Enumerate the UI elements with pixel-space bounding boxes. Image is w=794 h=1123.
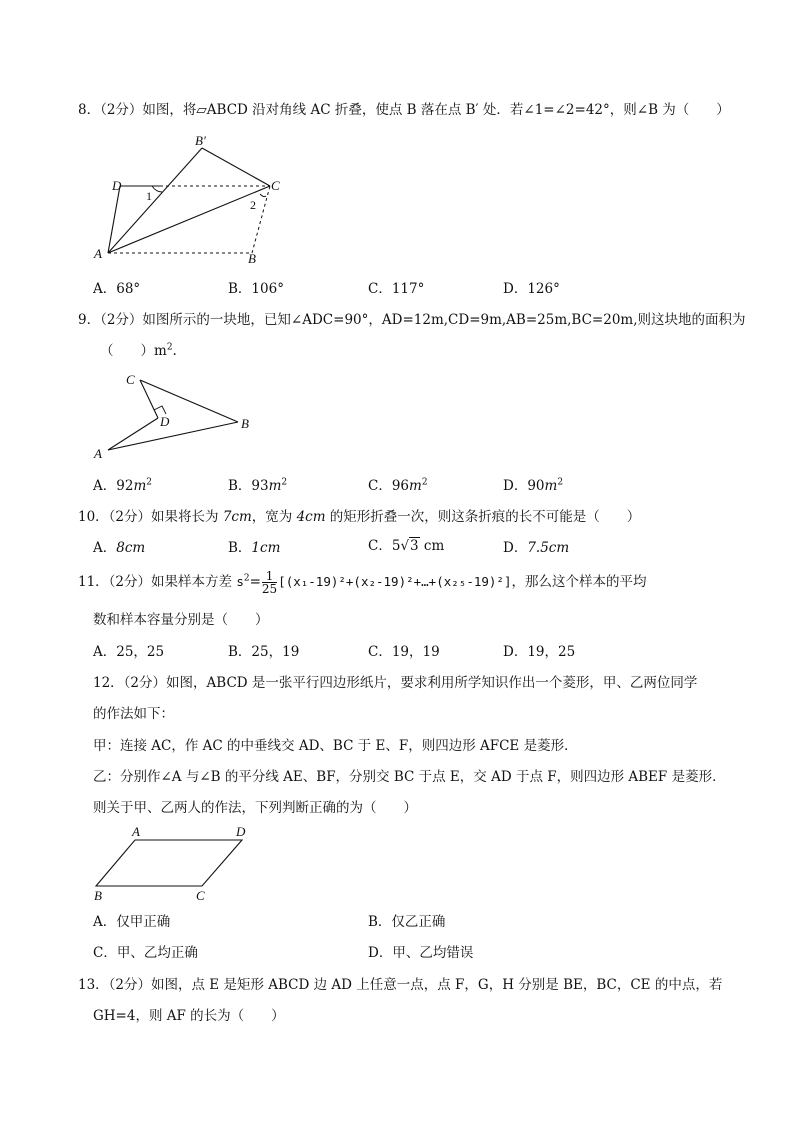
q13-stem: 13．（2分）如图，点 E 是矩形 ABCD 边 AD 上任意一点，点 F，G，H 分别是 BE，BC，CE 的中点，若 (78, 977, 723, 993)
q12-figure (90, 822, 260, 902)
q8-label-c: C (271, 178, 280, 193)
q12-question: 则关于甲、乙两人的作法，下列判断正确的为（ ） (93, 800, 417, 816)
q13-stem-line2: GH=4，则 AF 的长为（ ） (93, 1008, 285, 1024)
q12-label-b: B (94, 888, 102, 903)
sqrt-sign: √ (400, 538, 410, 554)
q11-fraction: $\frac{1}{25}$ (261, 569, 278, 596)
q11-option-b[interactable]: B．25，19 (228, 644, 300, 660)
q10-option-b[interactable]: B．1cm (228, 540, 281, 556)
q8-option-a[interactable]: A．68° (93, 281, 141, 297)
q12-method-yi: 乙：分别作∠A 与∠B 的平分线 AE、BF，分别交 BC 于点 E，交 AD 于点 F，则四边形 ABEF 是菱形． (93, 769, 726, 785)
q9-label-d: D (160, 414, 170, 429)
q8-label-b: B (248, 251, 256, 266)
q9-label-c: C (126, 372, 135, 387)
q8-stem: 8．（2分）如图，将▱ABCD 沿对角线 AC 折叠，使点 B 落在点 B′ 处．若∠1=∠2=42°，则∠B 为（ ） (78, 102, 730, 118)
q12-option-b[interactable]: B．仅乙正确 (368, 914, 446, 930)
q11-option-c[interactable]: C．19，19 (368, 644, 440, 660)
q10-option-a[interactable]: A．8cm (93, 540, 146, 556)
q9-option-c[interactable]: C．$96m^2$ (368, 477, 428, 494)
q8-label-bprime: B′ (195, 133, 206, 148)
q10-option-d[interactable]: D．7.5cm (503, 540, 570, 556)
q12-option-a[interactable]: A．仅甲正确 (93, 914, 171, 930)
q12-method-jia: 甲：连接 AC，作 AC 的中垂线交 AD、BC 于 E、F，则四边形 AFCE 是菱形． (93, 738, 578, 754)
q8-label-a: A (94, 246, 102, 261)
q10-option-c[interactable]: C．5√3 cm (368, 538, 445, 554)
q9-label-b: B (241, 416, 249, 431)
q11-option-a[interactable]: A．25，25 (93, 644, 165, 660)
q9-stem: 9．（2分）如图所示的一块地，已知∠ADC=90°，AD=12m,CD=9m,AB=25m,BC=20m,则这块地的面积为 (78, 312, 746, 328)
q12-label-c: C (196, 888, 205, 903)
q12-label-a: A (132, 824, 140, 839)
q9-stem-line2: （ ）$m^2$. (100, 342, 177, 359)
q11-option-d[interactable]: D．19，25 (503, 644, 576, 660)
q8-label-angle1: 1 (146, 189, 152, 203)
q12-stem: 12．（2分）如图，ABCD 是一张平行四边形纸片，要求利用所学知识作出一个菱形，甲、乙两位同学 (93, 675, 698, 691)
q10-stem: 10．（2分）如果将长为 7cm，宽为 4cm 的矩形折叠一次，则这条折痕的长不可能是（ ） (78, 509, 641, 525)
q12-stem-line2: 的作法如下： (93, 706, 174, 722)
q9-option-a[interactable]: A．$92m^2$ (93, 477, 152, 494)
q8-option-c[interactable]: C．117° (368, 281, 425, 297)
q8-figure (90, 130, 290, 270)
q8-option-b[interactable]: B．106° (228, 281, 284, 297)
q8-option-d[interactable]: D．126° (503, 281, 560, 297)
q9-label-a: A (94, 446, 102, 461)
q12-option-d[interactable]: D．甲、乙均错误 (368, 945, 474, 961)
q8-label-angle2: 2 (250, 198, 256, 212)
q11-stem-line2: 数和样本容量分别是（ ） (93, 612, 269, 628)
q12-label-d: D (236, 824, 246, 839)
q11-stem: 11．（2分）如果样本方差 $s^2=$ $\frac{1}{25}$ [(x₁-19)²+(x₂-19)²+…+(x₂₅-19)²]，那么这个样本的平均 (78, 569, 647, 596)
q12-option-c[interactable]: C．甲、乙均正确 (93, 945, 198, 961)
q9-option-b[interactable]: B．$93m^2$ (228, 477, 288, 494)
q9-figure (90, 370, 270, 470)
q9-option-d[interactable]: D．$90m^2$ (503, 477, 564, 494)
q8-label-d: D (112, 178, 122, 193)
